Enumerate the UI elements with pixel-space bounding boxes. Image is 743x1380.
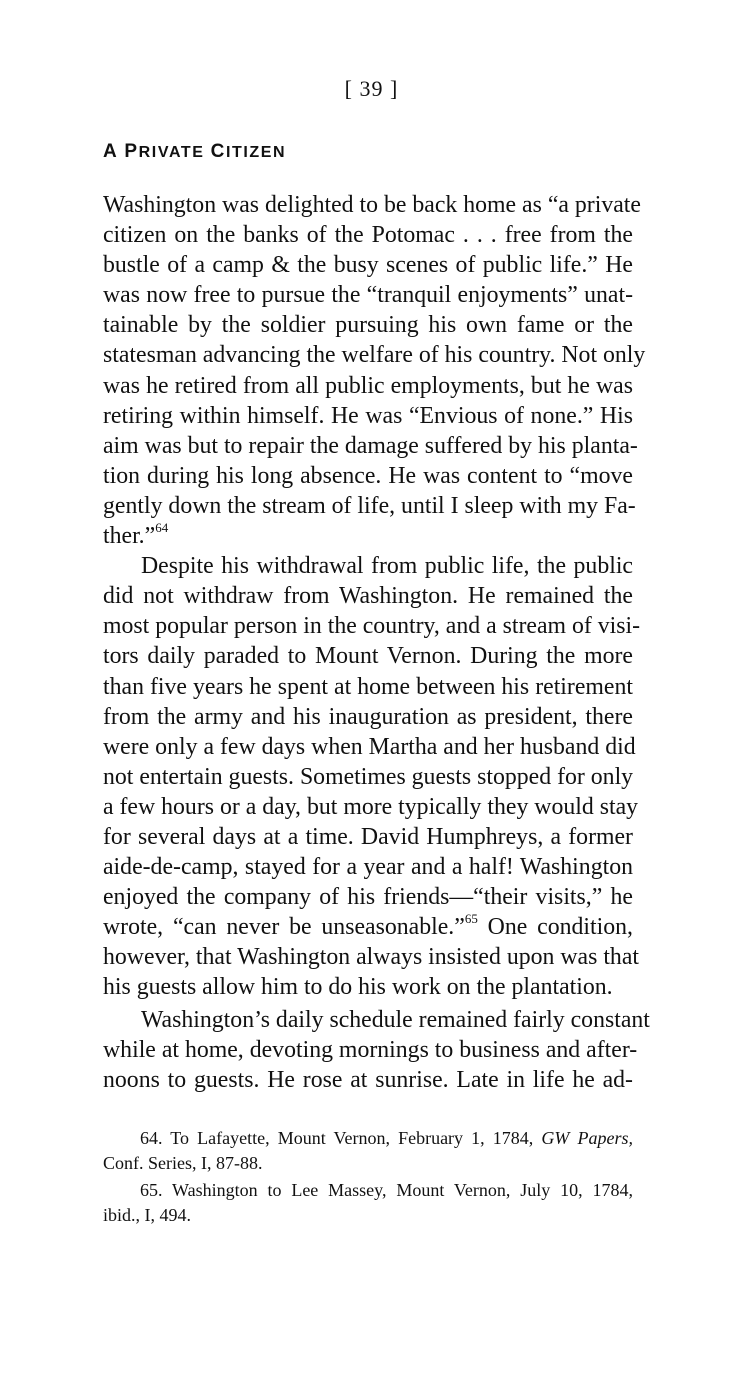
footnote-65 — [103, 1178, 633, 1227]
heading-cap-3: C — [210, 141, 226, 162]
text-line: bustle of a camp & the busy scenes of public life.” He — [103, 252, 633, 279]
text-line: however, that Washington always insisted upon was that — [103, 944, 639, 971]
text-line-continuation: One condition, — [477, 914, 633, 941]
text-line: not entertain guests. Sometimes guests stopped for only — [103, 763, 634, 790]
text-line: tion during his long absence. He was content to “move — [103, 462, 633, 489]
text-line: enjoyed the company of his friends—“their visits,” he — [103, 884, 633, 911]
text-line: were only a few days when Martha and her husband did — [103, 733, 636, 760]
footnote-italic-title: GW Papers, — [541, 1128, 633, 1148]
heading-rest-2: RIVATE — [138, 144, 205, 161]
text-line — [103, 912, 633, 942]
text-line: tors daily paraded to Mount Vernon. During the more — [103, 643, 633, 670]
footnote-line: ibid., I, 494. — [103, 1204, 191, 1225]
text-line: than five years he spent at home between his retirement — [103, 673, 633, 700]
text-line: Washington’s daily schedule remained fairly constant — [141, 1006, 650, 1033]
text-line: was he retired from all public employments, but he was — [103, 372, 633, 399]
footnote-64 — [103, 1126, 633, 1175]
text-line: gently down the stream of life, until I sleep with my Fa- — [103, 492, 636, 519]
paragraph-2 — [103, 551, 641, 1002]
footnote-ref-65: 65 — [464, 911, 478, 927]
text-line-content: ther.” — [103, 523, 156, 550]
text-line: citizen on the banks of the Potomac . . . free from the — [103, 222, 633, 249]
text-line: most popular person in the country, and a stream of visi- — [103, 613, 641, 640]
text-line: Washington was delighted to be back home as “a private — [103, 192, 641, 218]
text-line: from the army and his inauguration as president, there — [103, 703, 633, 730]
paragraph-3 — [103, 1005, 650, 1095]
text-line: a few hours or a day, but more typically they would stay — [103, 793, 639, 820]
text-line: was now free to pursue the “tranquil enjoyments” unat- — [103, 282, 633, 309]
section-heading — [103, 141, 286, 164]
text-line-content: wrote, “can never be unseasonable.” — [103, 914, 465, 941]
text-line: retiring within himself. He was “Envious of none.” His — [103, 402, 633, 429]
text-line — [103, 521, 633, 551]
footnote-line — [103, 1178, 633, 1203]
text-line: while at home, devoting mornings to business and after- — [103, 1036, 638, 1063]
text-line: his guests allow him to do his work on the plantation. — [103, 974, 613, 1001]
paragraph-1 — [103, 190, 646, 551]
body-text — [103, 190, 650, 1095]
page-number: [ 39 ] — [344, 76, 399, 101]
footnote-text: 65. Washington to Lee Massey, Mount Vernon, July 10, 1784, — [140, 1180, 633, 1200]
text-line: did not withdraw from Washington. He remained the — [103, 583, 633, 610]
footnotes — [103, 1126, 633, 1227]
text-line: tainable by the soldier pursuing his own fame or the — [103, 312, 633, 339]
heading-rest-3: ITIZEN — [225, 144, 287, 161]
text-line: for several days at a time. David Humphreys, a former — [103, 823, 633, 850]
footnote-ref-64: 64 — [155, 520, 169, 536]
text-line: Despite his withdrawal from public life, the public — [141, 553, 633, 580]
footnote-line — [103, 1126, 633, 1151]
footnote-text: 64. To Lafayette, Mount Vernon, February 1, 1784, — [140, 1128, 542, 1148]
text-line: noons to guests. He rose at sunrise. Late in life he ad- — [103, 1066, 633, 1093]
heading-cap-2: P — [124, 141, 139, 162]
heading-cap-1: A — [103, 141, 119, 162]
footnote-line: Conf. Series, I, 87-88. — [103, 1152, 263, 1173]
text-line: aim was but to repair the damage suffered by his planta- — [103, 432, 638, 459]
text-line: statesman advancing the welfare of his country. Not only — [103, 342, 646, 369]
text-line: aide-de-camp, stayed for a year and a half! Washington — [103, 854, 633, 881]
